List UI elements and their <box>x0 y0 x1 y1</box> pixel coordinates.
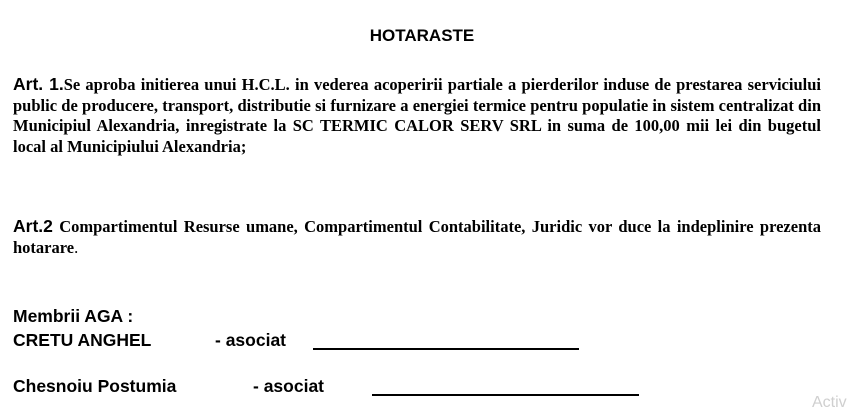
members-heading: Membrii AGA : <box>13 306 134 326</box>
article-1-label: Art. 1. <box>13 74 64 94</box>
article-1-text: Se aproba initierea unui H.C.L. in vederea acoperirii partiale a pierderilor induse de prestarea serviciului public de producere, transport, distributie si furnizare a energiei termice pentru populatie in sistem centralizat din Municipiul Alexandria, inregistrate la SC TERMIC CALOR SERV SRL in suma de 100,00 mii lei din bugetul local al Municipiului Alexandria; <box>13 75 821 156</box>
member-role-2: - asociat <box>253 376 324 396</box>
article-1 <box>13 74 821 157</box>
signature-line-2 <box>372 394 639 396</box>
article-2 <box>13 216 821 258</box>
signature-line-1 <box>313 348 579 350</box>
member-name-2: Chesnoiu Postumia <box>13 376 177 396</box>
member-role-1: - asociat <box>215 330 286 350</box>
article-2-text: Compartimentul Resurse umane, Compartimentul Contabilitate, Juridic vor duce la indeplinire prezenta hotarare <box>13 217 821 257</box>
article-2-label: Art.2 <box>13 216 53 236</box>
article-2-end: . <box>74 237 79 257</box>
member-name-1: CRETU ANGHEL <box>13 330 152 350</box>
activation-watermark: Activ <box>812 394 847 411</box>
document-title: HOTARASTE <box>369 26 475 45</box>
